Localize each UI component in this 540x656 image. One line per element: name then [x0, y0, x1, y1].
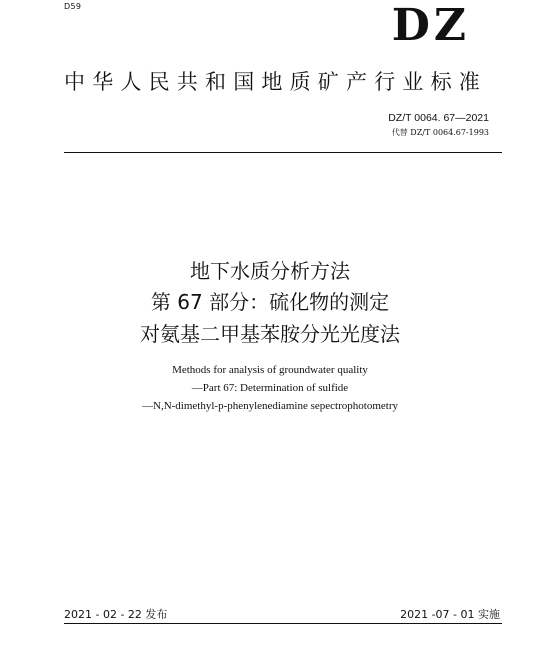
- effective-date: 2021 -07 - 01 实施: [400, 608, 500, 621]
- title-en-line-2: —Part 67: Determination of sulfide: [191, 382, 349, 394]
- title-cn-line-2: 第 67 部分：硫化物的测定: [150, 290, 390, 314]
- header-divider: [64, 152, 502, 153]
- issue-date: 2021 - 02 - 22 发布: [64, 608, 168, 621]
- replaces-note: 代替 DZ/T 0064.67-1993: [391, 128, 489, 137]
- footer-divider: [64, 623, 502, 624]
- dz-logo: DZ: [391, 0, 470, 51]
- title-cn-line-1: 地下水质分析方法: [190, 259, 350, 283]
- title-cn-line-3: 对氨基二甲基苯胺分光光度法: [140, 322, 400, 346]
- standard-number: DZ/T 0064. 67—2021: [388, 112, 489, 124]
- title-en-line-1: Methods for analysis of groundwater quality: [172, 364, 368, 376]
- standard-type-heading: 中华人民共和国地质矿产行业标准: [64, 70, 487, 94]
- ics-code: D59: [64, 2, 82, 11]
- title-en-line-3: —N,N-dimethyl-p-phenylenediamine sepectrophotometry: [142, 400, 398, 412]
